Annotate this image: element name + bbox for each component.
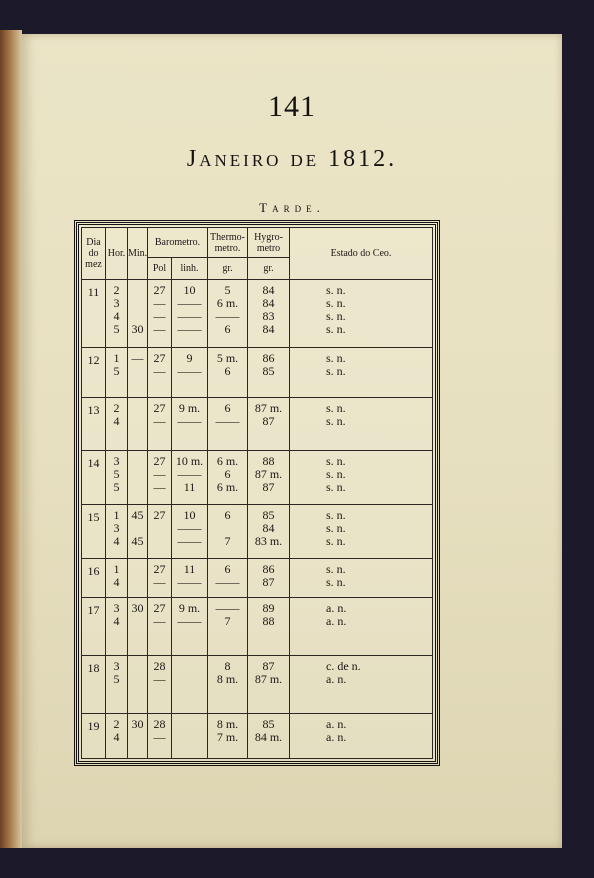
barometer-pol-value: — (153, 413, 166, 428)
barometer-pol-value: 27 (153, 400, 166, 415)
thermometer-value: 7 m. (216, 729, 239, 744)
barometer-pol-value: 27 (153, 283, 166, 297)
minute-cell (128, 655, 148, 713)
barometer-linh-cell (172, 397, 208, 451)
minute-cell (128, 713, 148, 759)
day-cell: 12 (82, 348, 106, 398)
hygrometer-value: 85 (262, 508, 275, 523)
minute-value (128, 563, 147, 576)
observations-table-frame (76, 222, 438, 764)
thermometer-cell (208, 505, 248, 559)
sky-state-value: a. n. (326, 613, 347, 628)
minute-value: 30 (131, 716, 144, 731)
header-linh: linh. (172, 258, 208, 280)
thermometer-cell (208, 348, 248, 398)
hygrometer-cell (248, 558, 290, 597)
hour-value: 5 (113, 671, 120, 686)
sky-state-value: s. n. (326, 480, 346, 495)
sky-state-value: s. n. (326, 413, 346, 428)
table-row (82, 280, 433, 348)
hygrometer-value: 87 (262, 480, 275, 495)
barometer-linh-cell (172, 558, 208, 597)
minute-value (128, 365, 147, 378)
page-title: Janeiro de 1812. (186, 146, 398, 172)
hour-value: 5 (113, 364, 120, 379)
barometer-linh-value: —— (177, 467, 202, 482)
hygrometer-cell (248, 280, 290, 348)
hour-value: 4 (113, 309, 120, 323)
sky-state-value: s. n. (326, 574, 346, 589)
thermometer-cell (208, 451, 248, 505)
barometer-linh-cell (172, 655, 208, 713)
barometer-pol-cell (148, 713, 172, 759)
minute-value (128, 660, 147, 673)
minute-value: — (131, 351, 144, 366)
thermometer-value: 6 (224, 508, 231, 523)
hygrometer-value: 84 m. (254, 729, 283, 744)
minute-value: 30 (131, 322, 144, 336)
barometer-pol-value: — (153, 729, 166, 744)
hygrometer-value: 87 (262, 658, 275, 673)
thermometer-value: —— (215, 309, 240, 323)
thermometer-value: 6 m. (216, 296, 239, 310)
minute-value (128, 402, 147, 415)
hour-value: 2 (113, 400, 120, 415)
barometer-pol-value: — (153, 364, 166, 379)
hygrometer-value: 86 (262, 351, 275, 366)
minute-cell (128, 397, 148, 451)
day-cell: 17 (82, 597, 106, 655)
thermometer-value: 5 (224, 283, 231, 297)
barometer-pol-value: 27 (153, 600, 166, 615)
minute-cell (128, 597, 148, 655)
barometer-linh-cell (172, 597, 208, 655)
hour-cell (106, 348, 128, 398)
sky-state-cell (290, 558, 433, 597)
hour-value: 1 (113, 508, 120, 523)
hygrometer-value: 87 (262, 574, 275, 589)
thermometer-cell (208, 713, 248, 759)
hygrometer-value: 84 (262, 296, 275, 310)
minute-value (128, 455, 147, 468)
day-cell: 15 (82, 505, 106, 559)
hour-value: 4 (113, 613, 120, 628)
minute-value (128, 481, 147, 494)
sky-state-cell (290, 505, 433, 559)
thermometer-value: —— (215, 413, 240, 428)
barometer-pol-value: — (153, 613, 166, 628)
sky-state-value: s. n. (326, 561, 346, 576)
thermometer-value: 7 (224, 534, 231, 549)
book-spine (0, 30, 22, 848)
barometer-linh-value: —— (177, 534, 202, 549)
sky-state-value: a. n. (326, 716, 347, 731)
table-row (82, 451, 433, 505)
barometer-linh-value: —— (177, 574, 202, 589)
thermometer-value: —— (215, 600, 240, 615)
hour-value: 1 (113, 561, 120, 576)
barometer-pol-value: 27 (153, 508, 166, 523)
day-cell: 16 (82, 558, 106, 597)
hygrometer-value: 87 m. (254, 467, 283, 482)
barometer-linh-cell (172, 348, 208, 398)
hygrometer-value: 83 m. (254, 534, 283, 549)
thermometer-cell (208, 558, 248, 597)
sky-state-value: s. n. (326, 283, 346, 297)
sky-state-value: s. n. (326, 508, 346, 523)
hour-value: 3 (113, 454, 120, 469)
header-min: Min. (128, 228, 148, 280)
barometer-linh-value: 10 (183, 508, 196, 523)
sky-state-value: a. n. (326, 600, 347, 615)
minute-value: 30 (131, 600, 144, 615)
hygrometer-cell (248, 397, 290, 451)
barometer-pol-value: 28 (153, 658, 166, 673)
barometer-pol-value: — (153, 467, 166, 482)
hour-cell (106, 713, 128, 759)
sky-state-cell (290, 597, 433, 655)
thermometer-cell (208, 280, 248, 348)
thermometer-cell (208, 597, 248, 655)
header-barometro: Barometro. (148, 228, 208, 258)
table-row (82, 505, 433, 559)
hygrometer-value: 88 (262, 454, 275, 469)
thermometer-value: 6 (224, 467, 231, 482)
hygrometer-value: 89 (262, 600, 275, 615)
table-row (82, 713, 433, 759)
barometer-pol-value: — (153, 574, 166, 589)
minute-cell (128, 558, 148, 597)
hour-value: 4 (113, 534, 120, 549)
thermometer-value: 6 (224, 322, 231, 336)
sky-state-value: s. n. (326, 351, 346, 366)
barometer-pol-cell (148, 655, 172, 713)
table-row (82, 558, 433, 597)
header-hygrometro: Hygro-metro (248, 228, 290, 258)
sky-state-value: s. n. (326, 296, 346, 310)
barometer-pol-value: — (153, 671, 166, 686)
barometer-linh-cell (172, 280, 208, 348)
hour-value: 1 (113, 351, 120, 366)
header-estado: Estado do Ceo. (290, 228, 433, 280)
barometer-pol-value (148, 535, 171, 548)
hygrometer-value: 87 m. (254, 400, 283, 415)
thermometer-cell (208, 655, 248, 713)
day-cell: 19 (82, 713, 106, 759)
day-cell: 11 (82, 280, 106, 348)
minute-value (128, 284, 147, 297)
hygrometer-cell (248, 597, 290, 655)
minute-value: 45 (131, 534, 144, 549)
minute-value (128, 415, 147, 428)
barometer-pol-value: 27 (153, 454, 166, 469)
minute-value: 45 (131, 508, 144, 523)
header-thermo-unit: gr. (208, 258, 248, 280)
minute-value (128, 468, 147, 481)
section-title: Tarde. (259, 200, 325, 215)
minute-value (128, 731, 147, 744)
hygrometer-value: 83 (262, 309, 275, 323)
sky-state-cell (290, 655, 433, 713)
barometer-pol-cell (148, 558, 172, 597)
hygrometer-cell (248, 451, 290, 505)
hour-cell (106, 505, 128, 559)
table-row (82, 397, 433, 451)
sky-state-value: c. de n. (326, 658, 361, 673)
hygrometer-value: 84 (262, 322, 275, 336)
barometer-linh-value (172, 731, 207, 744)
barometer-pol-value: — (153, 322, 166, 336)
sky-state-cell (290, 397, 433, 451)
barometer-linh-value: —— (177, 296, 202, 310)
barometer-linh-value: —— (177, 322, 202, 336)
barometer-pol-value: — (153, 296, 166, 310)
hour-value: 3 (113, 658, 120, 673)
hour-value: 5 (113, 480, 120, 495)
observations-table (81, 227, 433, 759)
table-row (82, 348, 433, 398)
thermometer-value: 8 m. (216, 716, 239, 731)
sky-state-value: s. n. (326, 322, 346, 336)
thermometer-value: 6 (224, 364, 231, 379)
thermometer-value: 7 (224, 613, 231, 628)
thermometer-cell (208, 397, 248, 451)
barometer-linh-value (172, 673, 207, 686)
thermometer-value: 6 m. (216, 454, 239, 469)
hour-cell (106, 280, 128, 348)
barometer-linh-value (172, 718, 207, 731)
day-cell: 14 (82, 451, 106, 505)
hour-cell (106, 655, 128, 713)
hour-cell (106, 397, 128, 451)
sky-state-cell (290, 713, 433, 759)
hygrometer-cell (248, 713, 290, 759)
hour-value: 2 (113, 716, 120, 731)
hour-cell (106, 558, 128, 597)
thermometer-value: 6 (224, 561, 231, 576)
barometer-pol-cell (148, 348, 172, 398)
barometer-linh-value: 11 (183, 480, 196, 495)
hygrometer-cell (248, 505, 290, 559)
header-thermometro: Thermo-metro. (208, 228, 248, 258)
barometer-pol-value: 27 (153, 351, 166, 366)
table-row (82, 655, 433, 713)
observations-body (82, 280, 433, 759)
table-row (82, 597, 433, 655)
hour-value: 5 (113, 467, 120, 482)
page-number: 141 (268, 90, 316, 123)
hour-value: 4 (113, 729, 120, 744)
minute-cell (128, 280, 148, 348)
book-page (22, 34, 562, 848)
minute-cell (128, 348, 148, 398)
sky-state-value: s. n. (326, 400, 346, 415)
minute-value (128, 615, 147, 628)
sky-state-cell (290, 280, 433, 348)
sky-state-value: s. n. (326, 364, 346, 379)
barometer-linh-value: —— (177, 309, 202, 323)
sky-state-value: s. n. (326, 467, 346, 482)
thermometer-value: 8 m. (216, 671, 239, 686)
hygrometer-value: 88 (262, 613, 275, 628)
minute-cell (128, 505, 148, 559)
hour-value: 3 (113, 521, 120, 536)
day-cell: 18 (82, 655, 106, 713)
barometer-linh-cell (172, 505, 208, 559)
sky-state-value: s. n. (326, 309, 346, 323)
hygrometer-value: 84 (262, 283, 275, 297)
hour-value: 3 (113, 600, 120, 615)
hygrometer-value: 85 (262, 716, 275, 731)
barometer-linh-value: 10 m. (175, 454, 204, 469)
header-dia: Dia do mez (82, 228, 106, 280)
barometer-linh-value (172, 660, 207, 673)
hygrometer-value: 87 m. (254, 671, 283, 686)
sky-state-value: a. n. (326, 671, 347, 686)
hygrometer-value: 86 (262, 561, 275, 576)
hour-value: 3 (113, 296, 120, 310)
barometer-pol-cell (148, 280, 172, 348)
header-hygro-unit: gr. (248, 258, 290, 280)
hygrometer-cell (248, 348, 290, 398)
hygrometer-cell (248, 655, 290, 713)
barometer-linh-value: —— (177, 413, 202, 428)
hour-value: 5 (113, 322, 120, 336)
hygrometer-value: 87 (262, 413, 275, 428)
sky-state-cell (290, 348, 433, 398)
barometer-linh-value: 9 m. (178, 400, 201, 415)
barometer-linh-value: —— (177, 364, 202, 379)
barometer-linh-cell (172, 713, 208, 759)
thermometer-value: 6 m. (216, 480, 239, 495)
barometer-linh-value: 11 (183, 561, 196, 576)
sky-state-value: s. n. (326, 521, 346, 536)
thermometer-value: 6 (224, 400, 231, 415)
sky-state-value: a. n. (326, 729, 347, 744)
barometer-linh-cell (172, 451, 208, 505)
minute-value (128, 576, 147, 589)
barometer-linh-value: —— (177, 613, 202, 628)
minute-value (128, 297, 147, 310)
barometer-linh-value: 10 (183, 283, 196, 297)
barometer-pol-value (148, 522, 171, 535)
barometer-pol-cell (148, 451, 172, 505)
thermometer-value: —— (215, 574, 240, 589)
barometer-linh-value: 9 m. (178, 600, 201, 615)
barometer-pol-cell (148, 597, 172, 655)
hour-value: 4 (113, 574, 120, 589)
barometer-pol-cell (148, 397, 172, 451)
day-cell: 13 (82, 397, 106, 451)
barometer-pol-value: — (153, 309, 166, 323)
minute-value (128, 673, 147, 686)
hour-value: 4 (113, 413, 120, 428)
barometer-pol-value: 27 (153, 561, 166, 576)
sky-state-cell (290, 451, 433, 505)
hour-cell (106, 597, 128, 655)
header-hor: Hor. (106, 228, 128, 280)
sky-state-value: s. n. (326, 534, 346, 549)
barometer-linh-value: —— (177, 521, 202, 536)
hygrometer-value: 85 (262, 364, 275, 379)
header-pol: Pol (148, 258, 172, 280)
hour-value: 2 (113, 283, 120, 297)
barometer-pol-value: — (153, 480, 166, 495)
barometer-pol-value: 28 (153, 716, 166, 731)
thermometer-value: 5 m. (216, 351, 239, 366)
minute-cell (128, 451, 148, 505)
thermometer-value: 8 (224, 658, 231, 673)
hour-cell (106, 451, 128, 505)
hygrometer-value: 84 (262, 521, 275, 536)
barometer-linh-value: 9 (186, 351, 193, 366)
barometer-pol-cell (148, 505, 172, 559)
sky-state-value: s. n. (326, 454, 346, 469)
